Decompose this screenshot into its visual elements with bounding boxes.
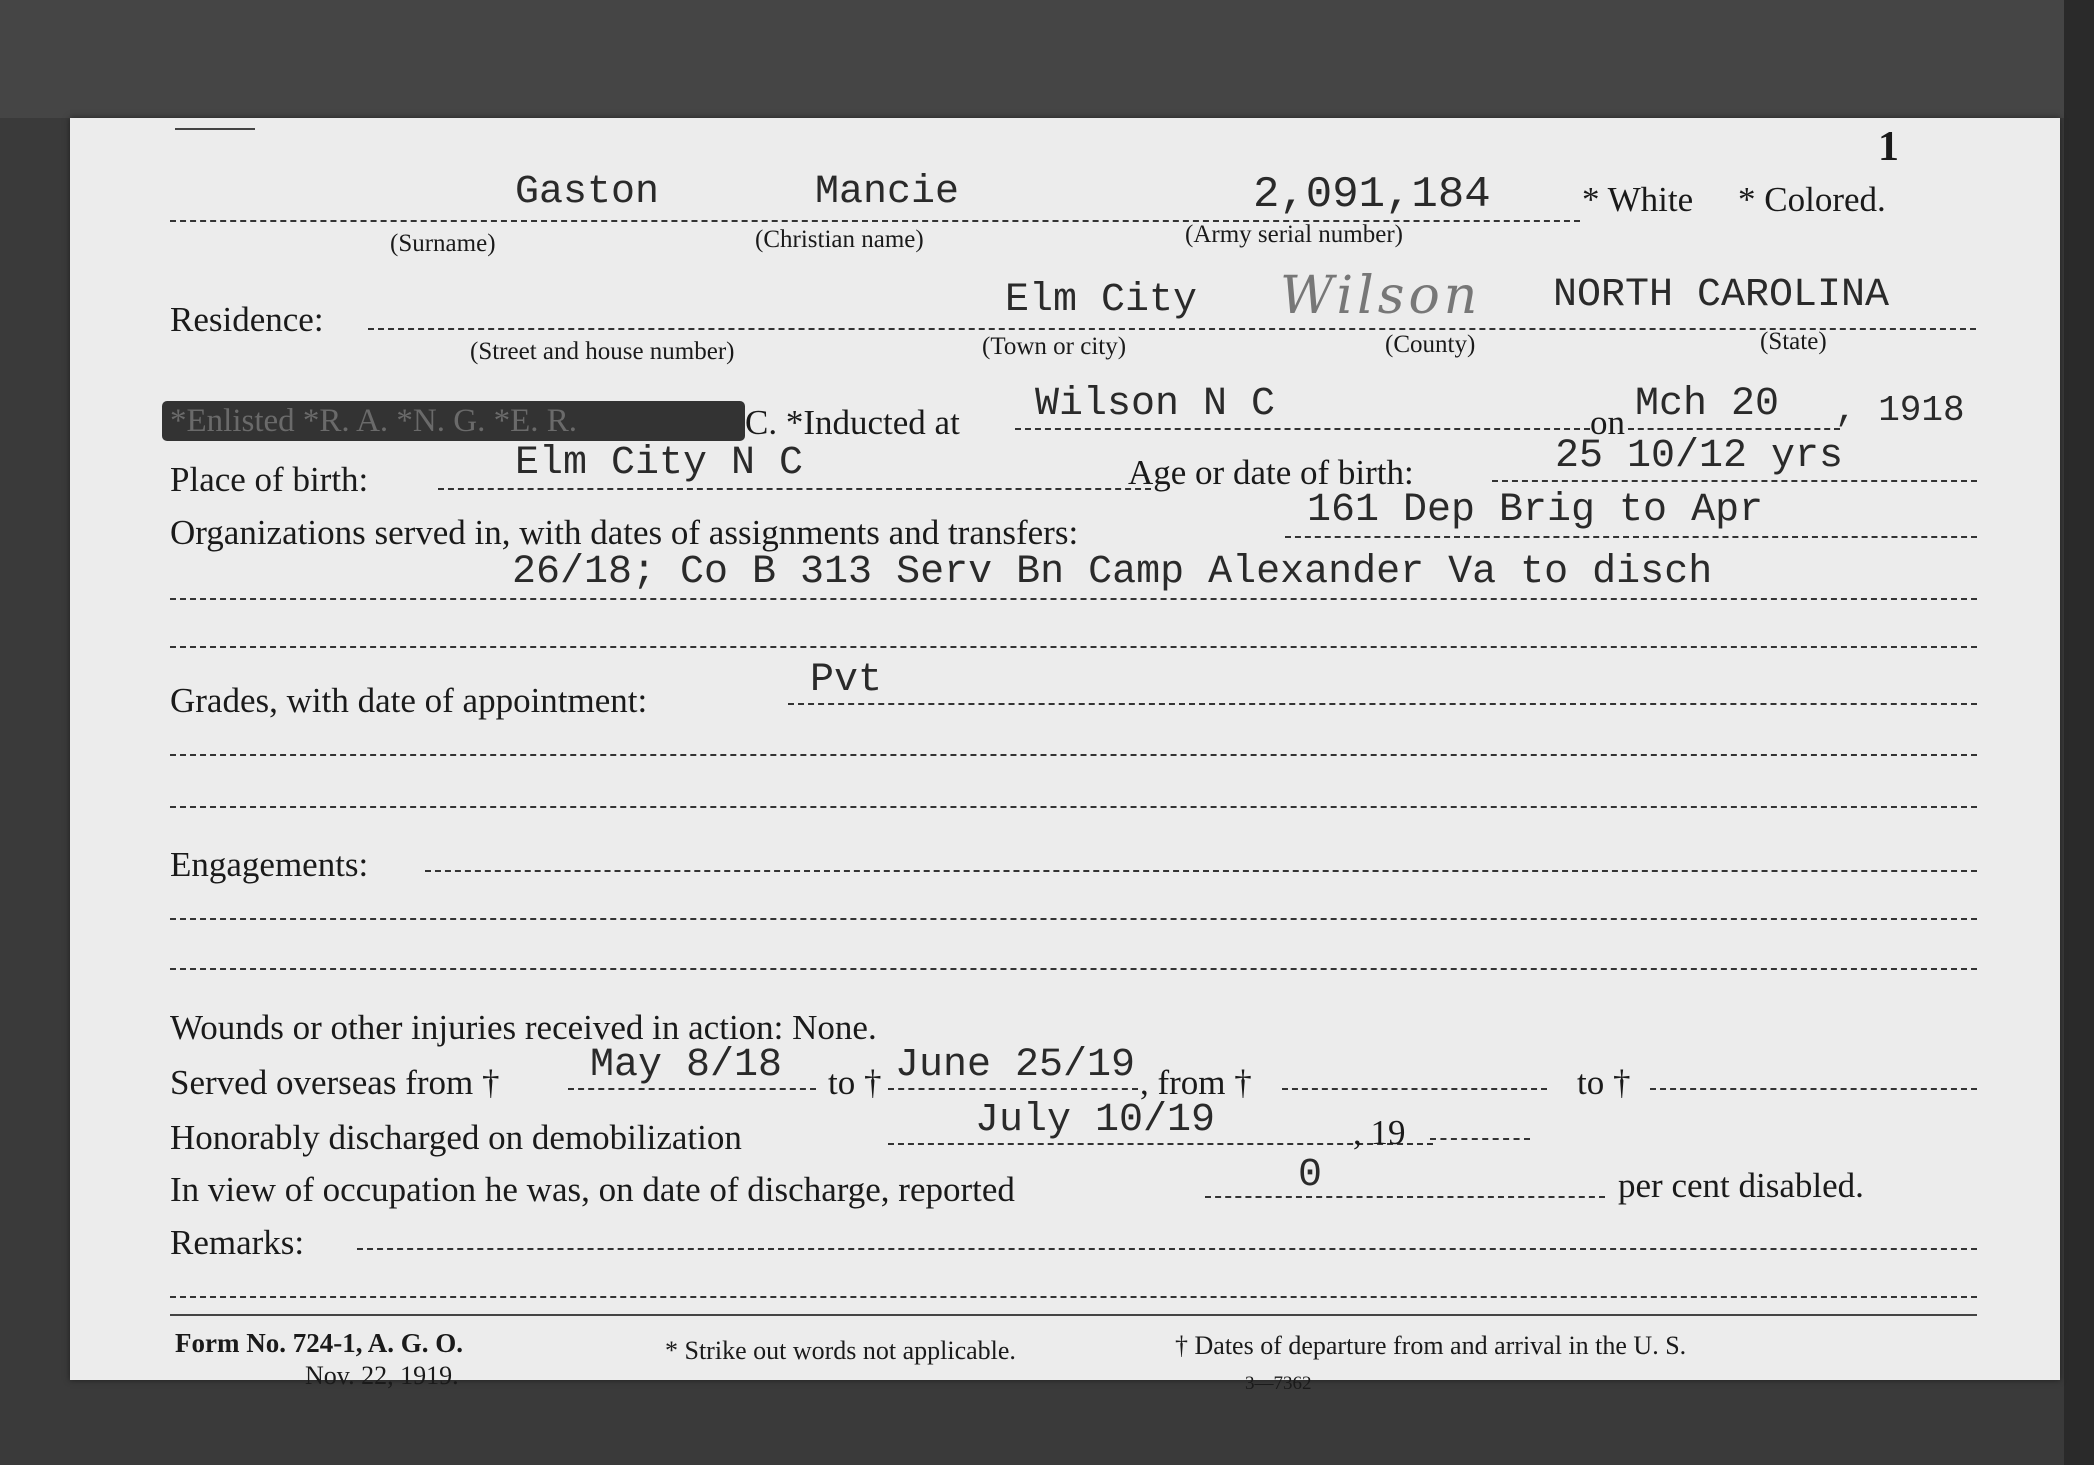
overseas-to-line <box>888 1088 1138 1090</box>
birth-place-value: Elm City N C <box>515 441 804 486</box>
on-label: on <box>1590 403 1625 442</box>
engagements-rule1 <box>425 870 1977 872</box>
organizations-rule1 <box>1285 536 1977 538</box>
scan-backdrop <box>0 0 2094 118</box>
inducted-at-value: Wilson N C <box>1035 382 1276 427</box>
scan-edge <box>2064 0 2094 1465</box>
grade-value: Pvt <box>810 658 883 703</box>
race-white: * White <box>1582 180 1694 219</box>
discharge-date-line <box>888 1143 1433 1145</box>
remarks-label: Remarks: <box>170 1223 305 1262</box>
state-caption: (State) <box>1760 328 1827 355</box>
grades-rule3 <box>170 806 1977 808</box>
organizations-line1: 161 Dep Brig to Apr <box>1307 488 1764 533</box>
corner-rule <box>175 128 255 130</box>
footer-rule <box>170 1314 1977 1316</box>
grades-rule1 <box>788 703 1977 705</box>
overseas-from-line <box>568 1088 816 1090</box>
strike-note: * Strike out words not applicable. <box>665 1336 1016 1365</box>
street-caption: (Street and house number) <box>470 338 735 365</box>
organizations-rule3 <box>170 646 1977 648</box>
overseas-from2-label: , from † <box>1140 1063 1252 1102</box>
county-value: Wilson <box>1280 266 1482 326</box>
birth-place-label: Place of birth: <box>170 460 369 499</box>
remarks-rule2 <box>170 1296 1977 1298</box>
discharge-date-value: July 10/19 <box>975 1098 1216 1143</box>
inducted-line <box>1015 428 1590 430</box>
town-value: Elm City <box>1005 278 1198 323</box>
race-colored: * Colored. <box>1738 180 1886 219</box>
wounds-label: Wounds or other injuries received in action: None. <box>170 1008 877 1047</box>
print-code: 3—7362 <box>1245 1373 1312 1394</box>
organizations-line2: 26/18; Co B 313 Serv Bn Camp Alexander Va to disch <box>512 550 1713 595</box>
struck-enlisted-text: *Enlisted *R. A. *N. G. *E. R. <box>162 401 745 441</box>
county-caption: (County) <box>1385 331 1476 358</box>
form-date: Nov. 22, 1919. <box>305 1361 459 1390</box>
dates-note: † Dates of departure from and arrival in the U. S. <box>1175 1331 1687 1360</box>
christian-name-value: Mancie <box>815 170 960 215</box>
surname-value: Gaston <box>515 170 660 215</box>
overseas-from-value: May 8/18 <box>590 1043 783 1088</box>
age-label: Age or date of birth: <box>1128 453 1414 492</box>
overseas-from2-line <box>1282 1088 1547 1090</box>
residence-label: Residence: <box>170 300 324 339</box>
residence-line <box>368 328 1976 330</box>
disability-suffix: per cent disabled. <box>1618 1166 1864 1205</box>
engagements-label: Engagements: <box>170 845 369 884</box>
serial-caption: (Army serial number) <box>1185 221 1403 248</box>
disability-value: 0 <box>1298 1153 1323 1198</box>
overseas-to2-line <box>1650 1088 1977 1090</box>
overseas-to2-label: to † <box>1577 1063 1631 1102</box>
disability-line <box>1205 1196 1605 1198</box>
induction-date-line <box>1628 428 1840 430</box>
age-line <box>1492 480 1977 482</box>
christian-name-caption: (Christian name) <box>755 226 924 253</box>
inducted-label: C. *Inducted at <box>745 403 960 442</box>
organizations-rule2 <box>170 598 1977 600</box>
discharge-year-line <box>1430 1138 1530 1140</box>
remarks-rule1 <box>357 1248 1977 1250</box>
induction-year: , 1918 <box>1835 390 1965 431</box>
discharge-year: , 19 <box>1353 1113 1406 1152</box>
disability-label: In view of occupation he was, on date of discharge, reported <box>170 1170 1015 1209</box>
grades-label: Grades, with date of appointment: <box>170 681 648 720</box>
engagements-rule3 <box>170 968 1977 970</box>
grades-rule2 <box>170 754 1977 756</box>
engagements-rule2 <box>170 918 1977 920</box>
town-caption: (Town or city) <box>982 333 1127 360</box>
form-number: Form No. 724-1, A. G. O. <box>175 1328 463 1358</box>
surname-caption: (Surname) <box>390 230 496 257</box>
overseas-to-label: to † <box>828 1063 882 1102</box>
overseas-to-value: June 25/19 <box>895 1043 1136 1088</box>
serial-number-value: 2,091,184 <box>1253 170 1491 220</box>
age-value: 25 10/12 yrs <box>1555 434 1844 479</box>
organizations-label: Organizations served in, with dates of assignments and transfers: <box>170 513 1079 552</box>
birth-place-line <box>438 488 1151 490</box>
card-number: 1 <box>1878 124 1899 170</box>
discharge-label: Honorably discharged on demobilization <box>170 1118 742 1157</box>
induction-date-value: Mch 20 <box>1635 382 1780 427</box>
overseas-label: Served overseas from † <box>170 1063 500 1102</box>
service-record-card <box>70 118 2060 1394</box>
state-value: NORTH CAROLINA <box>1553 273 1890 318</box>
